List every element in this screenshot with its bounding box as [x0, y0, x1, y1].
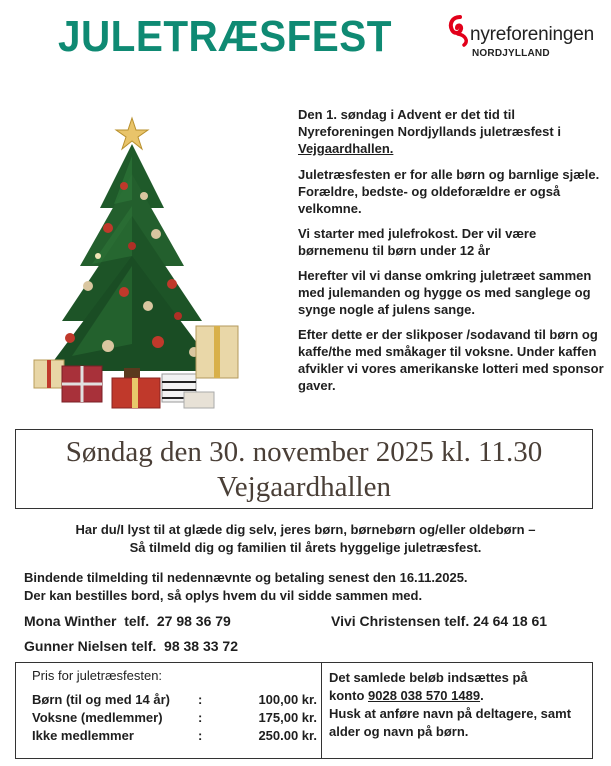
- price-amount: 250.00 kr.: [258, 728, 317, 743]
- signup-table-note: Der kan bestilles bord, så oplys hvem du vil sidde sammen med.: [24, 588, 423, 603]
- price-colon: :: [198, 728, 203, 743]
- payment-instructions: [329, 669, 591, 741]
- contact-mona-winther: Mona Winther telf. 27 98 36 79: [24, 613, 231, 629]
- price-row: [32, 691, 317, 709]
- price-label: Ikke medlemmer: [32, 728, 134, 743]
- price-label: Børn (til og med 14 år): [32, 692, 170, 707]
- logo-name: nyreforeningen: [470, 24, 594, 45]
- account-number: 9028 038 570 1489: [368, 688, 481, 703]
- price-list: [32, 667, 317, 745]
- payment-account-line: [329, 687, 591, 705]
- invitation-line-2: Så tilmeld dig og familien til årets hyggelige juletræsfest.: [129, 540, 482, 555]
- intro-text: [298, 106, 610, 402]
- price-amount: 175,00 kr.: [258, 710, 317, 725]
- signup-text: [24, 569, 604, 605]
- intro-paragraph-audience: Juletræsfesten er for alle børn og barnlige sjæle. Forældre, bedste- og oldeforældre er også velkomne.: [298, 167, 600, 216]
- nyreforeningen-logo: [448, 14, 598, 64]
- christmas-tree-illustration: [28, 116, 250, 416]
- intro-paragraph-date: [298, 106, 610, 157]
- invitation-line-1: Har du/I lyst til at glæde dig selv, jeres børn, børnebørn og/eller oldebørn –: [75, 522, 536, 537]
- intro-paragraph-dance: Herefter vil vi danse omkring juletræet sammen med julemanden og hygge os med sanglege og synge nogle af julens sange.: [298, 268, 592, 317]
- logo-region: NORDJYLLAND: [472, 48, 550, 59]
- price-heading: Pris for juletræsfesten:: [32, 668, 163, 683]
- price-row: [32, 709, 317, 727]
- page-title: JULETRÆSFEST: [58, 12, 392, 61]
- box-divider: [321, 663, 322, 758]
- intro-paragraph-lunch: Vi starter med julefrokost. Der vil være børnemenu til børn under 12 år: [298, 226, 537, 258]
- event-date: Søndag den 30. november 2025 kl. 11.30: [65, 436, 543, 468]
- signup-deadline: Bindende tilmelding til nedennævnte og betaling senest den 16.11.2025.: [24, 570, 468, 585]
- event-date-banner: [15, 429, 593, 509]
- invitation-text: [0, 521, 611, 557]
- price-and-payment-box: [15, 662, 593, 759]
- intro-paragraph-date-text: Den 1. søndag i Advent er det tid til Nyreforeningen Nordjyllands juletræsfest i: [298, 107, 561, 139]
- payment-reminder: Husk at anføre navn på deltagere, samt alder og navn på børn.: [329, 706, 572, 739]
- contact-vivi-christensen: Vivi Christensen telf. 24 64 18 61: [331, 613, 548, 629]
- account-prefix: konto: [329, 688, 368, 703]
- kidney-swirl-icon: [448, 14, 472, 48]
- account-period: .: [480, 688, 484, 703]
- price-colon: :: [198, 710, 203, 725]
- contact-gunner-nielsen: Gunner Nielsen telf. 98 38 33 72: [24, 638, 238, 654]
- venue-name: Vejgaardhallen.: [298, 141, 394, 156]
- payment-line-1: Det samlede beløb indsættes på: [329, 670, 528, 685]
- price-amount: 100,00 kr.: [258, 692, 317, 707]
- price-colon: :: [198, 692, 203, 707]
- event-venue: Vejgaardhallen: [217, 471, 391, 503]
- price-row: [32, 727, 317, 745]
- intro-paragraph-coffee: Efter dette er der slikposer /sodavand til børn og kaffe/the med småkager til voksne. Under kaffen afvikler vi vores amerikanske lotteri med sponsor gaver.: [298, 327, 604, 393]
- price-label: Voksne (medlemmer): [32, 710, 163, 725]
